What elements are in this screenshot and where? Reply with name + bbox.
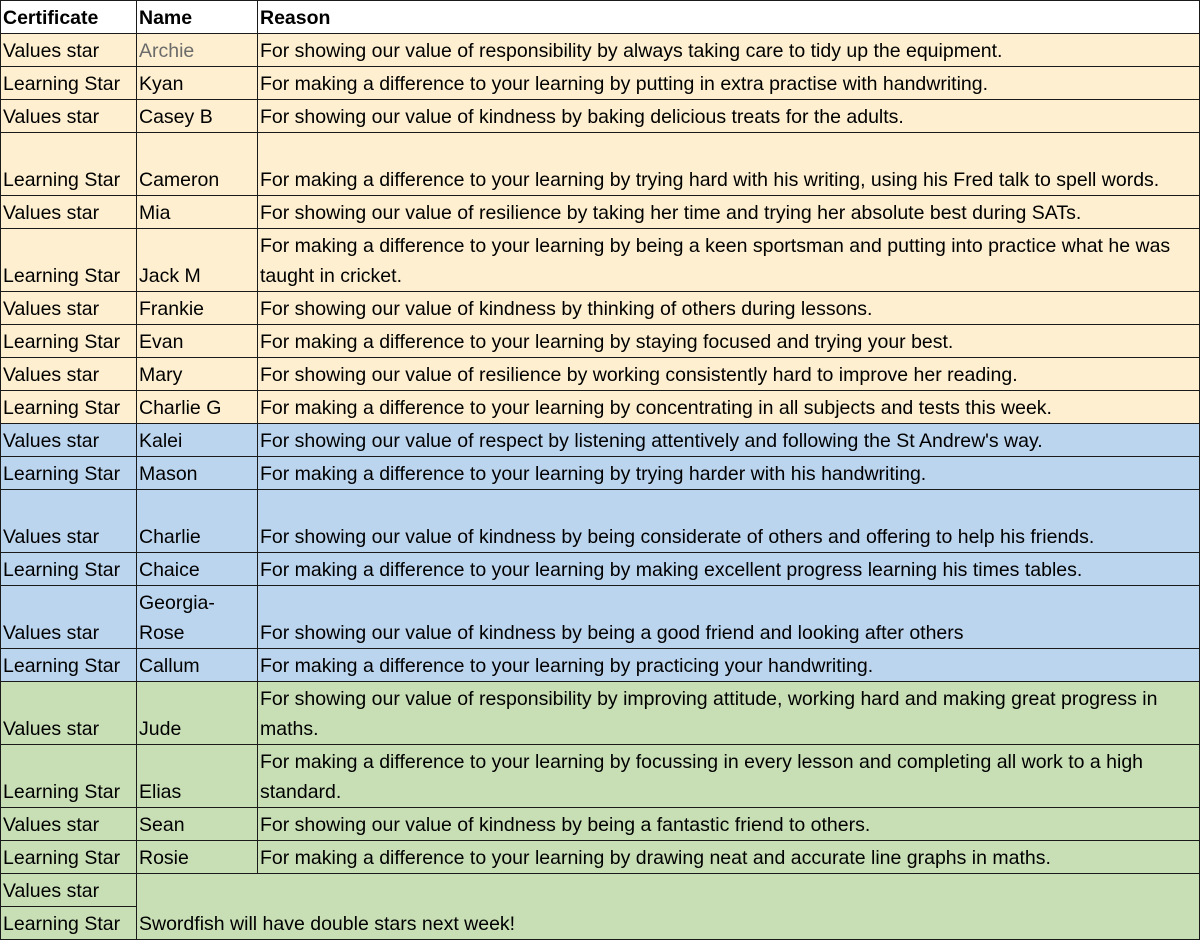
table-row — [1, 682, 1200, 745]
certificate-cell: Values star — [1, 586, 137, 649]
table-row — [1, 292, 1200, 325]
table-row — [1, 649, 1200, 682]
name-cell: Evan — [137, 325, 258, 358]
name-cell: Cameron — [137, 133, 258, 196]
certificate-cell: Values star — [1, 358, 137, 391]
name-cell: Mason — [137, 457, 258, 490]
reason-cell: For making a difference to your learning by making excellent progress learning his times tables. — [258, 553, 1200, 586]
name-cell: Sean — [137, 808, 258, 841]
table-row — [1, 358, 1200, 391]
name-cell: Frankie — [137, 292, 258, 325]
table-row — [1, 100, 1200, 133]
certificate-cell: Learning Star — [1, 133, 137, 196]
table-row — [1, 490, 1200, 553]
name-cell: Kyan — [137, 67, 258, 100]
certificate-cell: Learning Star — [1, 841, 137, 874]
name-cell: Archie — [137, 34, 258, 67]
table-row — [1, 391, 1200, 424]
header-row — [1, 1, 1200, 34]
reason-cell: For showing our value of responsibility by improving attitude, working hard and making great progress in maths. — [258, 682, 1200, 745]
name-cell: Jack M — [137, 229, 258, 292]
reason-cell: For making a difference to your learning by concentrating in all subjects and tests this week. — [258, 391, 1200, 424]
reason-cell: For showing our value of resilience by taking her time and trying her absolute best during SATs. — [258, 196, 1200, 229]
name-cell: Jude — [137, 682, 258, 745]
reason-cell: For showing our value of responsibility by always taking care to tidy up the equipment. — [258, 34, 1200, 67]
table-row — [1, 34, 1200, 67]
reason-cell: For showing our value of resilience by working consistently hard to improve her reading. — [258, 358, 1200, 391]
certificate-cell: Learning Star — [1, 553, 137, 586]
reason-cell: For showing our value of kindness by being considerate of others and offering to help his friends. — [258, 490, 1200, 553]
table-row — [1, 325, 1200, 358]
certificate-cell: Learning Star — [1, 907, 137, 940]
certificate-cell: Learning Star — [1, 229, 137, 292]
certificate-cell: Values star — [1, 874, 137, 907]
reason-cell: For showing our value of respect by listening attentively and following the St Andrew's way. — [258, 424, 1200, 457]
certificate-cell: Learning Star — [1, 745, 137, 808]
certificate-cell: Learning Star — [1, 391, 137, 424]
table-row — [1, 745, 1200, 808]
name-cell: Elias — [137, 745, 258, 808]
certificate-cell: Values star — [1, 34, 137, 67]
table-row — [1, 67, 1200, 100]
table-row — [1, 586, 1200, 649]
certificate-cell: Values star — [1, 196, 137, 229]
swordfish-note: Swordfish will have double stars next week! — [137, 874, 1200, 940]
reason-cell: For making a difference to your learning by focussing in every lesson and completing all work to a high standard. — [258, 745, 1200, 808]
reason-cell: For making a difference to your learning by practicing your handwriting. — [258, 649, 1200, 682]
certificate-cell: Learning Star — [1, 67, 137, 100]
table-row — [1, 196, 1200, 229]
table-row — [1, 841, 1200, 874]
reason-cell: For showing our value of kindness by being a good friend and looking after others — [258, 586, 1200, 649]
reason-cell: For showing our value of kindness by being a fantastic friend to others. — [258, 808, 1200, 841]
table-row — [1, 229, 1200, 292]
reason-cell: For making a difference to your learning by being a keen sportsman and putting into practice what he was taught in cricket. — [258, 229, 1200, 292]
header-certificate: Certificate — [1, 1, 137, 34]
certificate-cell: Values star — [1, 100, 137, 133]
reason-cell: For making a difference to your learning by trying hard with his writing, using his Fred talk to spell words. — [258, 133, 1200, 196]
final-row — [1, 874, 1200, 907]
name-cell: Mary — [137, 358, 258, 391]
table-row — [1, 133, 1200, 196]
certificate-cell: Learning Star — [1, 457, 137, 490]
reason-cell: For making a difference to your learning by drawing neat and accurate line graphs in maths. — [258, 841, 1200, 874]
reason-cell: For showing our value of kindness by thinking of others during lessons. — [258, 292, 1200, 325]
certificate-cell: Values star — [1, 682, 137, 745]
table-row — [1, 424, 1200, 457]
name-cell: Charlie — [137, 490, 258, 553]
certificate-cell: Values star — [1, 808, 137, 841]
certificate-cell: Values star — [1, 490, 137, 553]
name-cell: Casey B — [137, 100, 258, 133]
certificate-cell: Learning Star — [1, 649, 137, 682]
name-cell: Georgia-Rose — [137, 586, 258, 649]
name-cell: Mia — [137, 196, 258, 229]
certificate-cell: Values star — [1, 424, 137, 457]
header-reason: Reason — [258, 1, 1200, 34]
reason-cell: For making a difference to your learning by trying harder with his handwriting. — [258, 457, 1200, 490]
table-row — [1, 457, 1200, 490]
certificate-cell: Values star — [1, 292, 137, 325]
table-row — [1, 553, 1200, 586]
certificate-cell: Learning Star — [1, 325, 137, 358]
reason-cell: For making a difference to your learning by putting in extra practise with handwriting. — [258, 67, 1200, 100]
header-name: Name — [137, 1, 258, 34]
name-cell: Kalei — [137, 424, 258, 457]
name-cell: Rosie — [137, 841, 258, 874]
table-row — [1, 808, 1200, 841]
reason-cell: For showing our value of kindness by baking delicious treats for the adults. — [258, 100, 1200, 133]
name-cell: Charlie G — [137, 391, 258, 424]
name-cell: Chaice — [137, 553, 258, 586]
name-cell: Callum — [137, 649, 258, 682]
reason-cell: For making a difference to your learning by staying focused and trying your best. — [258, 325, 1200, 358]
